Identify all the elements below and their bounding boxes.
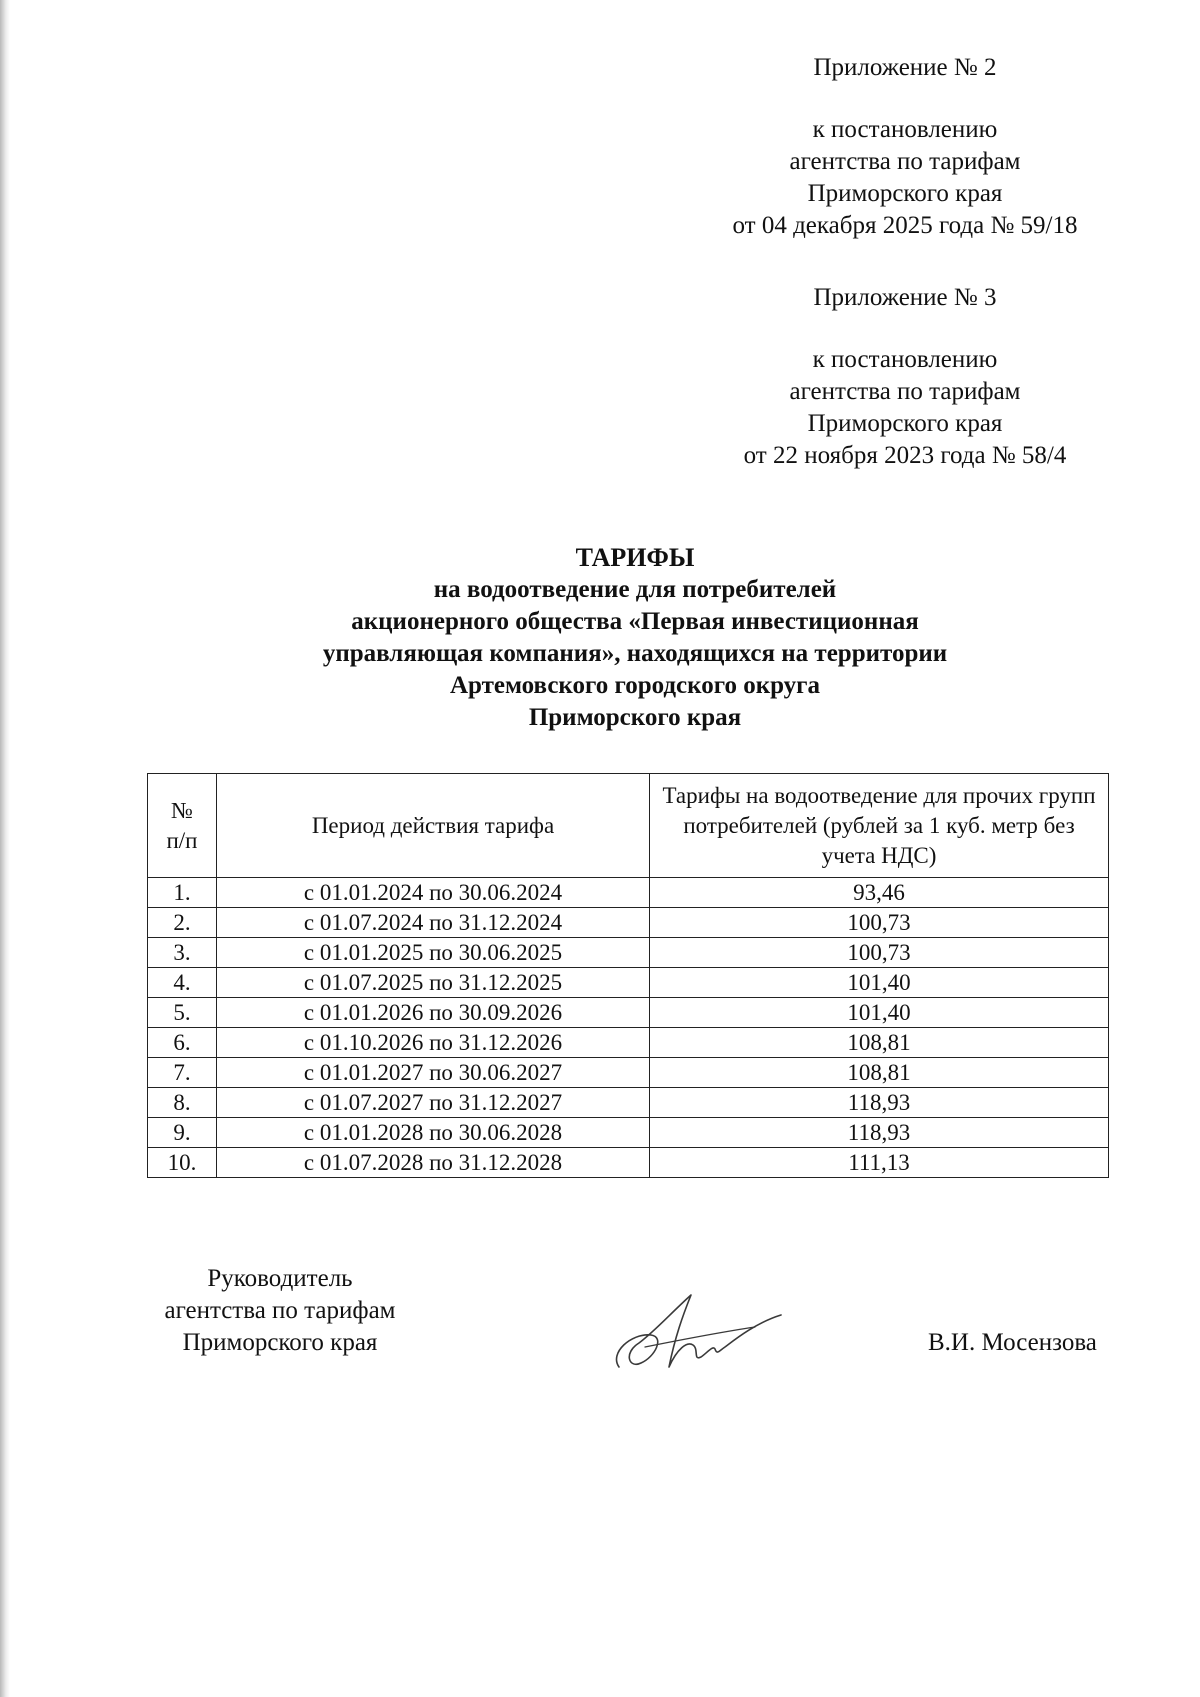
row-period: с 01.01.2024 по 30.06.2024: [217, 878, 650, 908]
row-tariff-value: 100,73: [650, 908, 1109, 938]
row-tariff-value: 101,40: [650, 998, 1109, 1028]
table-row: [148, 1028, 1109, 1058]
table-header-row: [148, 774, 1109, 878]
handwritten-signature: [605, 1283, 785, 1378]
row-tariff-value: 111,13: [650, 1148, 1109, 1178]
table-row: [148, 938, 1109, 968]
row-number: 9.: [148, 1118, 217, 1148]
row-tariff-value: 100,73: [650, 938, 1109, 968]
appendix-line: агентства по тарифам: [789, 378, 1021, 405]
header-number: № п/п: [148, 774, 217, 878]
tariff-table: [147, 773, 1109, 1178]
row-period: с 01.01.2027 по 30.06.2027: [217, 1058, 650, 1088]
table-row: [148, 998, 1109, 1028]
document-title: [140, 542, 1130, 734]
appendix-current: [680, 52, 1130, 242]
appendix-line: Приморского края: [807, 410, 1003, 437]
row-number: 3.: [148, 938, 217, 968]
row-tariff-value: 118,93: [650, 1088, 1109, 1118]
row-tariff-value: 108,81: [650, 1028, 1109, 1058]
row-number: 5.: [148, 998, 217, 1028]
appendix-title: Приложение № 2: [813, 54, 997, 81]
row-number: 4.: [148, 968, 217, 998]
row-number: 2.: [148, 908, 217, 938]
signer-name: В.И. Мосензова: [928, 1329, 1097, 1356]
appendix-line: к постановлению: [812, 116, 998, 143]
row-number: 7.: [148, 1058, 217, 1088]
table-row: [148, 908, 1109, 938]
row-period: с 01.01.2028 по 30.06.2028: [217, 1118, 650, 1148]
signer-position: [140, 1263, 420, 1359]
row-period: с 01.10.2026 по 31.12.2026: [217, 1028, 650, 1058]
row-period: с 01.01.2026 по 30.09.2026: [217, 998, 650, 1028]
row-tariff-value: 93,46: [650, 878, 1109, 908]
row-number: 6.: [148, 1028, 217, 1058]
row-tariff-value: 108,81: [650, 1058, 1109, 1088]
row-period: с 01.01.2025 по 30.06.2025: [217, 938, 650, 968]
appendix-line: от 22 ноября 2023 года № 58/4: [743, 442, 1067, 469]
title-main: ТАРИФЫ: [575, 543, 695, 572]
header-period: Период действия тарифа: [217, 774, 650, 878]
header-tariff: Тарифы на водоотведение для прочих групп потребителей (рублей за 1 куб. метр без учета НДС): [650, 774, 1109, 878]
row-number: 8.: [148, 1088, 217, 1118]
title-line: акционерного общества «Первая инвестиционная: [351, 608, 919, 635]
title-line: управляющая компания», находящихся на территории: [322, 640, 948, 667]
appendix-line: агентства по тарифам: [789, 148, 1021, 175]
row-tariff-value: 118,93: [650, 1118, 1109, 1148]
table-row: [148, 878, 1109, 908]
table-row: [148, 1088, 1109, 1118]
signer-line: Руководитель: [207, 1265, 353, 1292]
title-line: на водоотведение для потребителей: [433, 576, 837, 603]
table-row: [148, 968, 1109, 998]
appendix-line: Приморского края: [807, 180, 1003, 207]
appendix-original: [680, 282, 1130, 472]
signer-line: агентства по тарифам: [164, 1297, 396, 1324]
row-period: с 01.07.2027 по 31.12.2027: [217, 1088, 650, 1118]
row-number: 1.: [148, 878, 217, 908]
row-number: 10.: [148, 1148, 217, 1178]
table-row: [148, 1118, 1109, 1148]
row-tariff-value: 101,40: [650, 968, 1109, 998]
appendix-line: к постановлению: [812, 346, 998, 373]
appendix-title: Приложение № 3: [813, 284, 997, 311]
scan-edge-shadow: [0, 0, 10, 1697]
row-period: с 01.07.2024 по 31.12.2024: [217, 908, 650, 938]
row-period: с 01.07.2025 по 31.12.2025: [217, 968, 650, 998]
title-line: Артемовского городского округа: [449, 672, 821, 699]
appendix-line: от 04 декабря 2025 года № 59/18: [732, 212, 1078, 239]
table-row: [148, 1058, 1109, 1088]
table-row: [148, 1148, 1109, 1178]
signer-line: Приморского края: [182, 1329, 378, 1356]
title-line: Приморского края: [528, 704, 742, 731]
row-period: с 01.07.2028 по 31.12.2028: [217, 1148, 650, 1178]
